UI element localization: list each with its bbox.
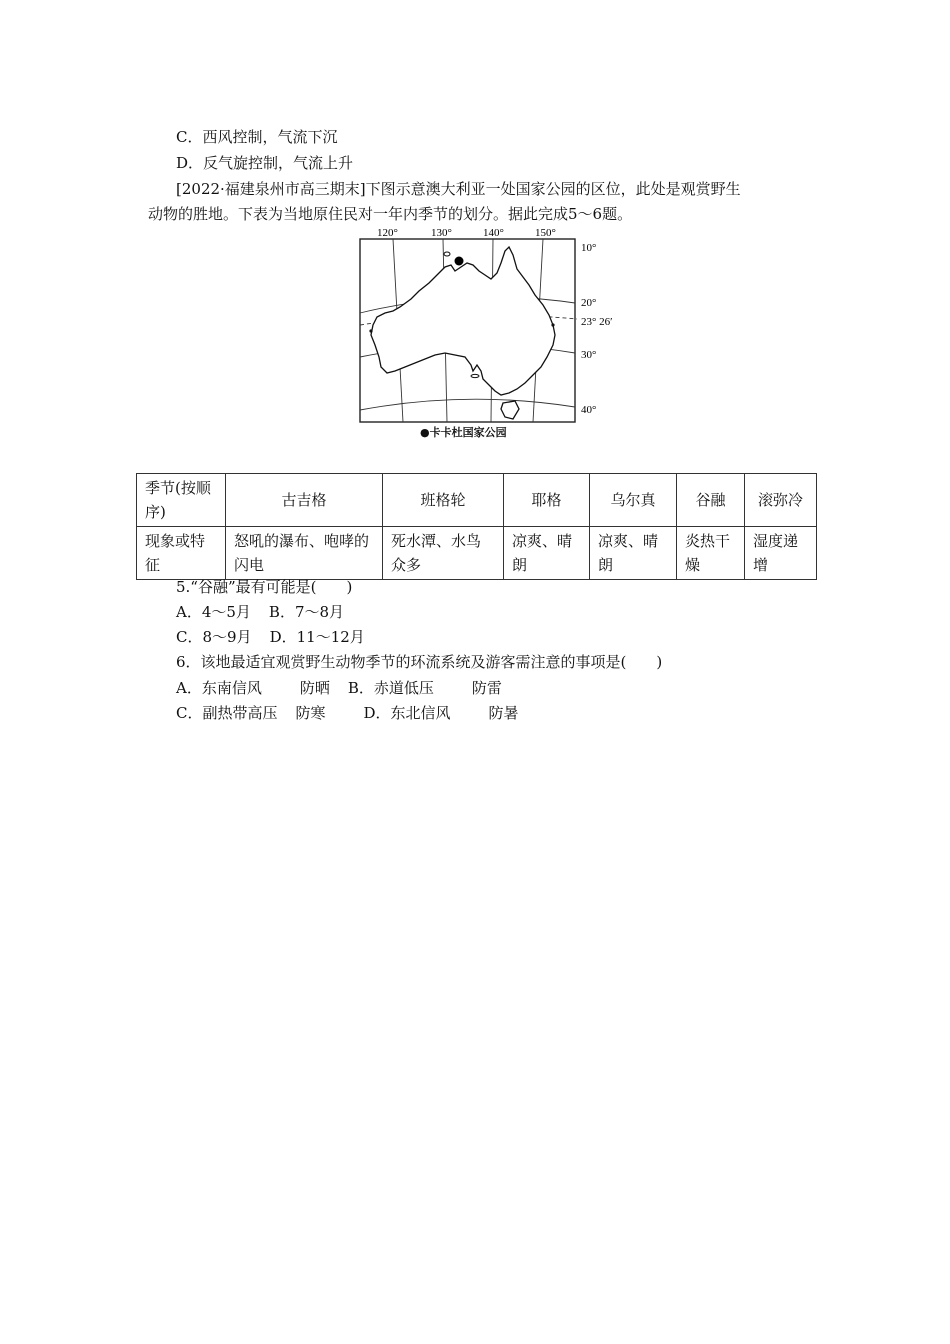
table-cell: 古吉格 bbox=[226, 474, 383, 527]
table-cell: 湿度递增 bbox=[745, 527, 817, 580]
lon-label-150: 150° bbox=[535, 227, 556, 239]
table-cell: 谷融 bbox=[677, 474, 745, 527]
table-cell: 凉爽、晴朗 bbox=[590, 527, 677, 580]
intro-line-2: 动物的胜地。下表为当地原住民对一年内季节的划分。据此完成5～6题。 bbox=[148, 205, 633, 223]
island-east bbox=[551, 323, 554, 326]
q6-options-ab bbox=[176, 678, 502, 698]
island-west bbox=[369, 329, 372, 332]
q6-option-a: A．东南信风 bbox=[176, 679, 262, 697]
q6-stem: 6．该地最适宜观赏野生动物季节的环流系统及游客需注意的事项是( ) bbox=[176, 653, 663, 671]
q6-option-b-note: 防雷 bbox=[471, 679, 502, 697]
q5-options-ab bbox=[176, 602, 344, 622]
table-cell: 死水潭、水鸟众多 bbox=[383, 527, 504, 580]
lat-label-40: 40° bbox=[581, 404, 597, 416]
q6-option-b: B．赤道低压 bbox=[347, 679, 434, 697]
table-cell: 凉爽、晴朗 bbox=[504, 527, 590, 580]
prev-option-d: D．反气旋控制，气流上升 bbox=[176, 154, 354, 172]
lon-label-130: 130° bbox=[431, 227, 452, 239]
q6-options-cd bbox=[176, 703, 519, 723]
table-cell: 滚弥冷 bbox=[745, 474, 817, 527]
q6-option-d-note: 防暑 bbox=[488, 704, 519, 722]
table-cell: 怒吼的瀑布、咆哮的闪电 bbox=[226, 527, 383, 580]
table-cell: 炎热干燥 bbox=[677, 527, 745, 580]
map-caption: ●卡卡杜国家公园 bbox=[420, 426, 507, 439]
table-cell: 耶格 bbox=[504, 474, 590, 527]
table-row bbox=[137, 527, 817, 580]
q5-options-cd bbox=[176, 627, 365, 647]
table-cell: 季节(按顺序) bbox=[137, 474, 226, 527]
table-cell: 乌尔真 bbox=[590, 474, 677, 527]
q5-option-b: B．7～8月 bbox=[268, 603, 345, 621]
australia-map bbox=[355, 225, 635, 445]
q6-option-c: C．副热带高压 bbox=[176, 704, 278, 722]
q5-option-a: A．4～5月 bbox=[176, 603, 251, 621]
intro-line-1: [2022·福建泉州市高三期末]下图示意澳大利亚一处国家公园的区位，此处是观赏野生 bbox=[176, 180, 741, 198]
q6-option-c-note: 防寒 bbox=[295, 704, 326, 722]
prev-option-c: C．西风控制，气流下沉 bbox=[176, 128, 338, 146]
lat-label-tropic: 23° 26′ bbox=[581, 316, 613, 328]
q5-option-c: C．8～9月 bbox=[176, 628, 252, 646]
season-table bbox=[136, 473, 817, 580]
q6-option-d: D．东北信风 bbox=[363, 704, 451, 722]
lon-label-140: 140° bbox=[483, 227, 504, 239]
lon-label-120: 120° bbox=[377, 227, 398, 239]
table-cell: 现象或特征 bbox=[137, 527, 226, 580]
kakadu-marker-icon bbox=[455, 257, 464, 266]
q5-stem: 5.“谷融”最有可能是( ) bbox=[176, 578, 353, 596]
q6-option-a-note: 防晒 bbox=[299, 679, 330, 697]
table-header-row bbox=[137, 474, 817, 527]
q5-option-d: D．11～12月 bbox=[269, 628, 365, 646]
lat-label-10: 10° bbox=[581, 242, 597, 254]
table-cell: 班格轮 bbox=[383, 474, 504, 527]
lat-label-30: 30° bbox=[581, 349, 597, 361]
lat-label-20: 20° bbox=[581, 297, 597, 309]
